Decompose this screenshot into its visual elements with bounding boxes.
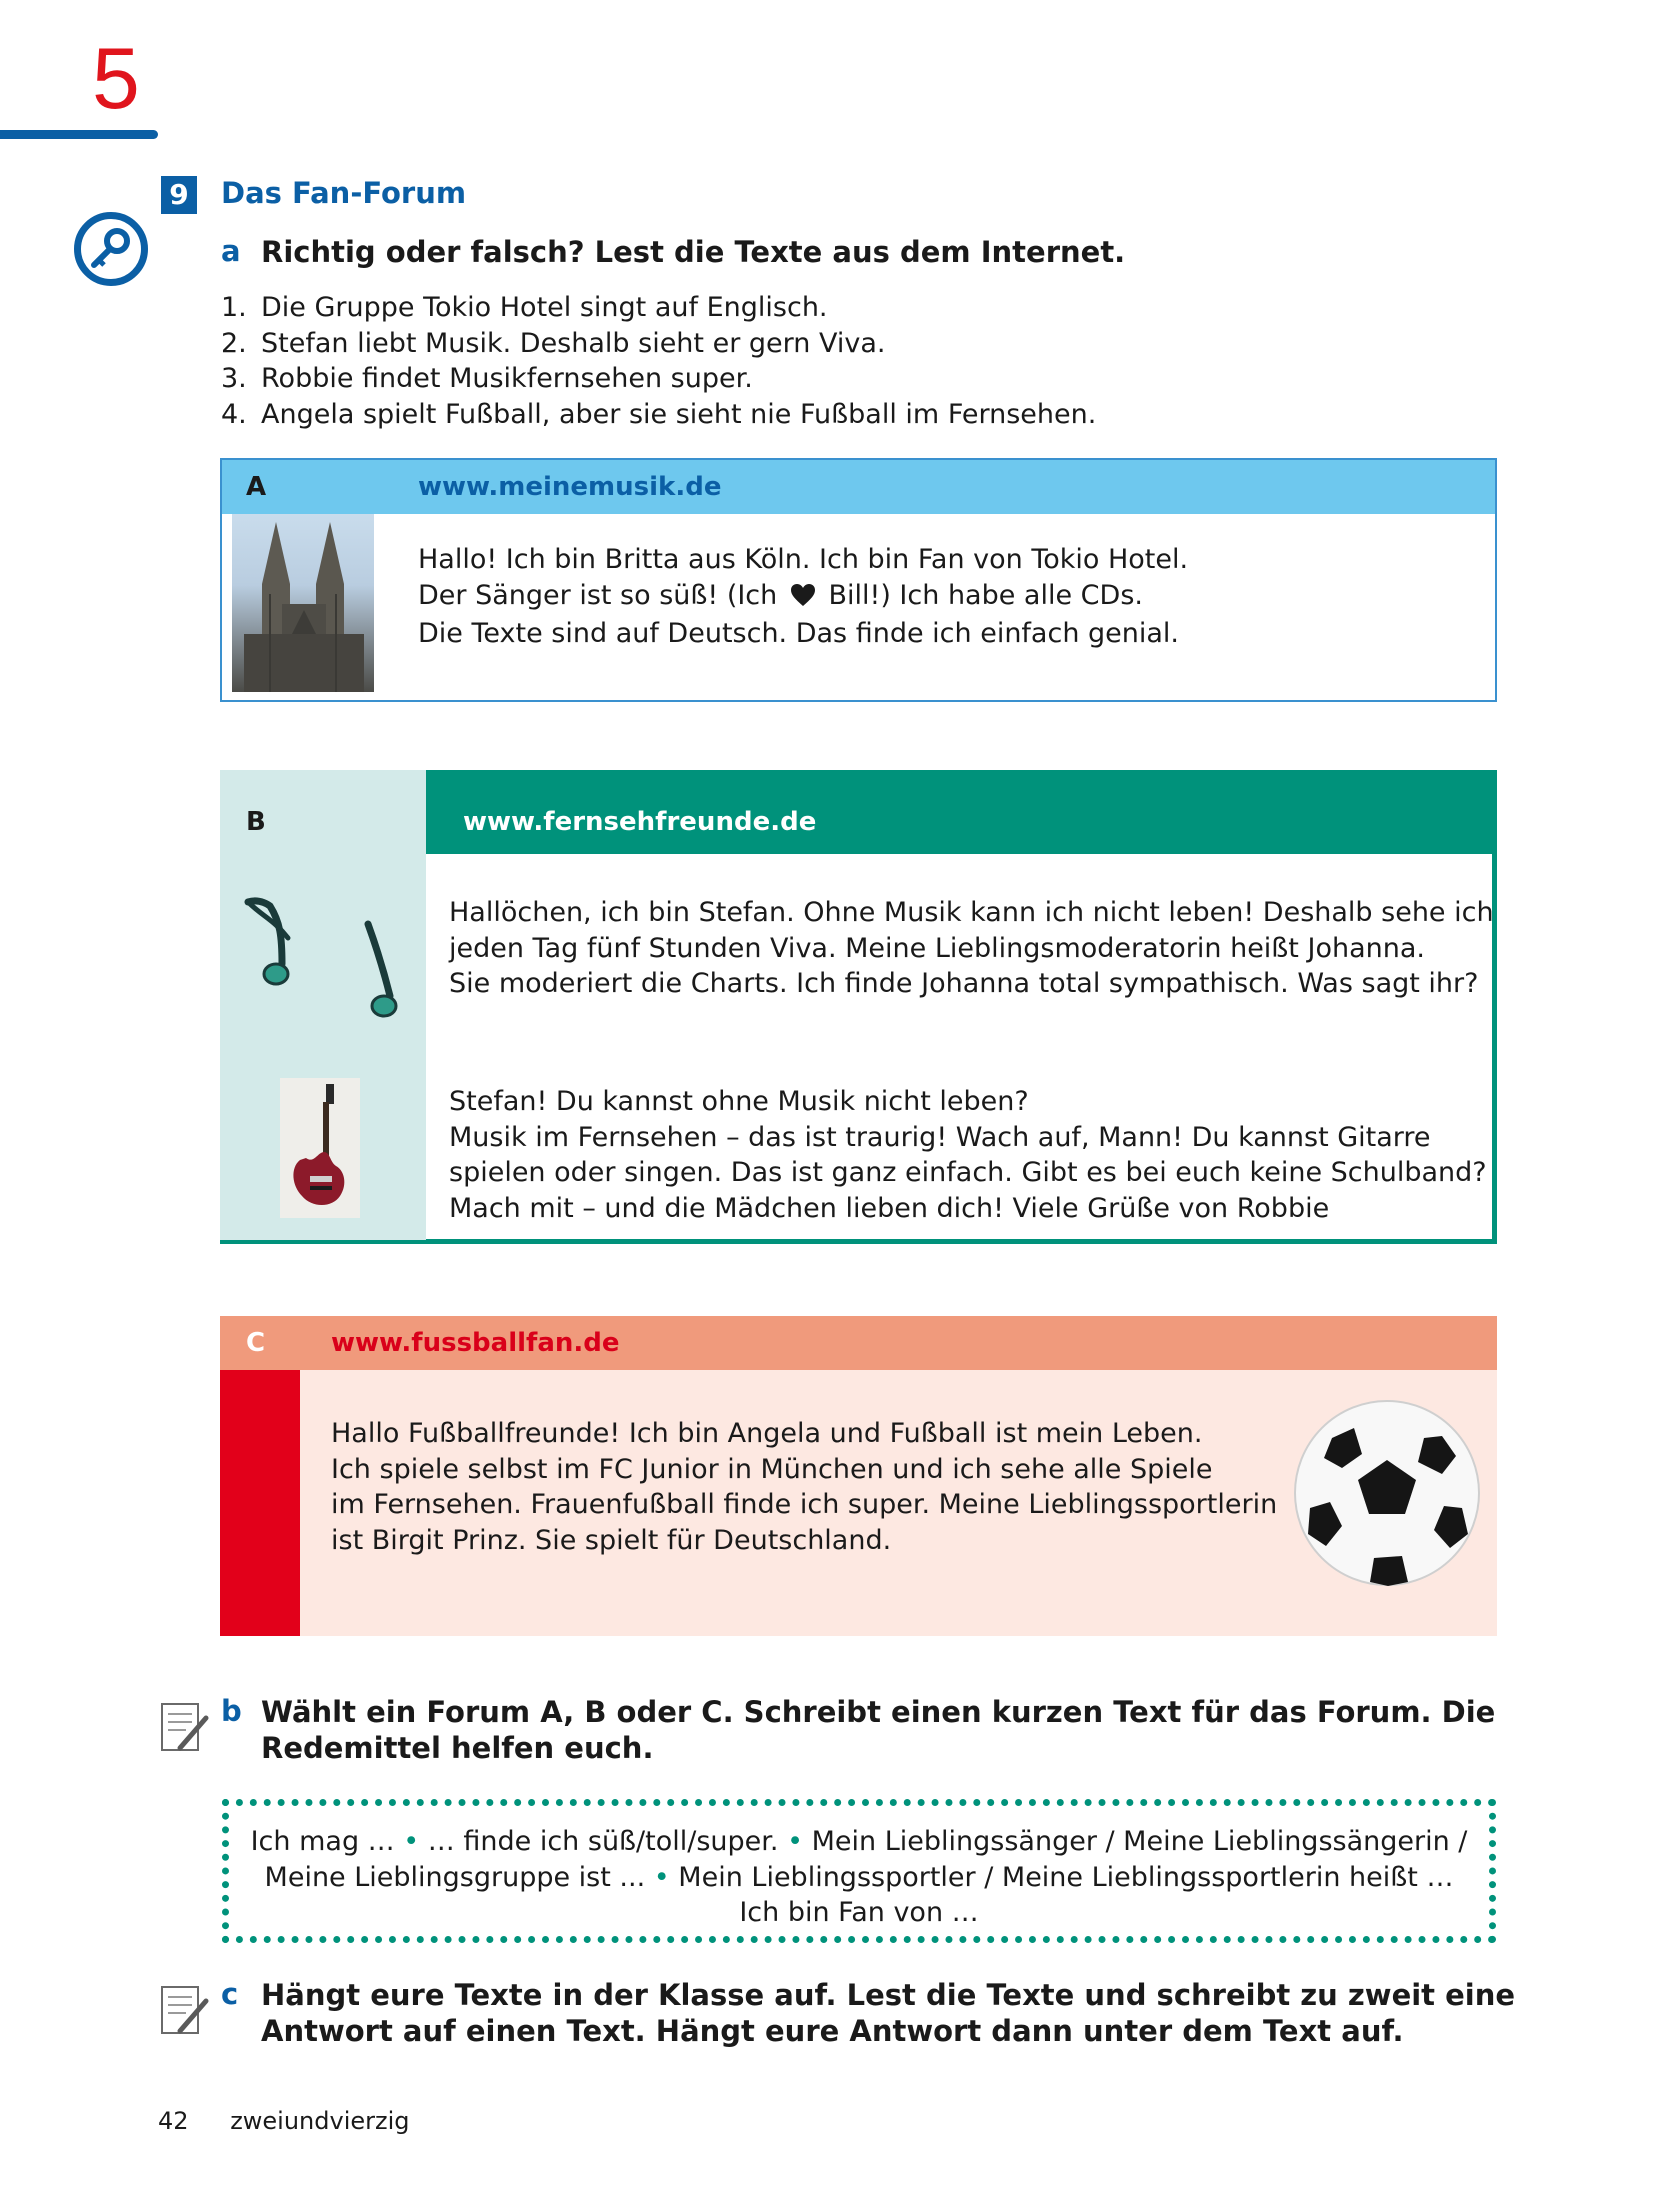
forum-b-label: B xyxy=(246,807,266,837)
forum-b-box xyxy=(220,770,1497,1244)
music-notes-icon xyxy=(240,892,420,1032)
page-number-word: zweiundvierzig xyxy=(230,2107,410,2135)
forum-a-post: Hallo! Ich bin Britta aus Köln. Ich bin Fan von Tokio Hotel. Der Sänger ist so süß! (Ich Bill!) Ich habe alle CDs. Die Texte sind auf Deutsch. Das finde ich einfach genial. xyxy=(418,544,1189,649)
task-c-instruction: Hängt eure Texte in der Klasse auf. Lest die Texte und schreibt zu zweit eine Antwort auf einen Text. Hängt eure Antwort dann unter dem Text auf. xyxy=(261,1978,1516,2048)
forum-a-header xyxy=(222,460,1495,514)
forum-a-url: www.meinemusik.de xyxy=(418,472,722,502)
writing-pencil-icon xyxy=(158,1700,212,1756)
forum-c-url: www.fussballfan.de xyxy=(331,1328,620,1358)
magnifier-key-icon xyxy=(74,212,148,286)
forum-b-post-stefan: Hallöchen, ich bin Stefan. Ohne Musik kann ich nicht leben! Deshalb sehe ich jeden Tag fünf Stunden Viva. Meine Lieblingsmoderatorin heißt Johanna. Sie moderiert die Charts. Ich finde Johanna total sympathisch. Was sagt ihr? xyxy=(449,897,1494,999)
forum-c-label: C xyxy=(246,1328,266,1358)
list-item: 1. Die Gruppe Tokio Hotel singt auf Englisch. xyxy=(221,292,828,323)
guitar-image xyxy=(280,1078,360,1218)
forum-a-box xyxy=(220,458,1497,702)
chapter-number: 5 xyxy=(92,31,140,127)
redemittel-box: Ich mag … • … finde ich süß/toll/super. • Mein Lieblingssänger / Meine Lieblingssängerin / Meine Lieblingsgruppe ist ... • Mein Lieblingssportler / Meine Lieblingssportlerin heißt … Ich bin Fan von … xyxy=(222,1799,1496,1943)
writing-pencil-icon xyxy=(158,1983,212,2039)
cathedral-image xyxy=(232,514,374,692)
forum-c-post: Hallo Fußballfreunde! Ich bin Angela und Fußball ist mein Leben. Ich spiele selbst im FC Junior in München und ich sehe alle Spiele im Fernsehen. Frauenfußball finde ich super. Meine Lieblingssportlerin ist Birgit Prinz. Sie spielt für Deutschland. xyxy=(331,1418,1278,1556)
forum-b-post-robbie: Stefan! Du kannst ohne Musik nicht leben? Musik im Fernsehen – das ist traurig! Wach auf, Mann! Du kannst Gitarre spielen oder singen. Das ist ganz einfach. Gibt es bei euch keine Schulband? Mach mit – und die Mädchen lieben dich! Viele Grüße von Robbie xyxy=(449,1086,1487,1224)
forum-c-sidebar xyxy=(220,1370,300,1636)
football-image xyxy=(1292,1398,1482,1592)
task-a-letter: a xyxy=(221,234,241,268)
task-c-letter: c xyxy=(221,1977,239,2011)
task-b-instruction: Wählt ein Forum A, B oder C. Schreibt einen kurzen Text für das Forum. Die Redemittel helfen euch. xyxy=(261,1695,1496,1765)
forum-a-label: A xyxy=(246,472,267,502)
heart-icon xyxy=(790,581,816,617)
task-a-heading xyxy=(221,234,241,268)
task-a-instruction: Richtig oder falsch? Lest die Texte aus dem Internet. xyxy=(261,235,1126,269)
page-number: 42 xyxy=(158,2107,189,2135)
exercise-title: Das Fan-Forum xyxy=(221,176,467,210)
list-item: 4. Angela spielt Fußball, aber sie sieht nie Fußball im Fernsehen. xyxy=(221,398,1097,430)
forum-c-box xyxy=(220,1316,1497,1636)
chapter-rule xyxy=(0,130,158,139)
list-item: 3. Robbie findet Musikfernsehen super. xyxy=(221,363,753,394)
task-b-letter: b xyxy=(221,1694,242,1728)
list-item: 2. Stefan liebt Musik. Deshalb sieht er gern Viva. xyxy=(221,327,886,359)
exercise-number-badge: 9 xyxy=(161,176,197,214)
page-footer xyxy=(158,2107,410,2135)
forum-b-url: www.fernsehfreunde.de xyxy=(463,807,817,837)
statement-list xyxy=(221,290,1096,432)
